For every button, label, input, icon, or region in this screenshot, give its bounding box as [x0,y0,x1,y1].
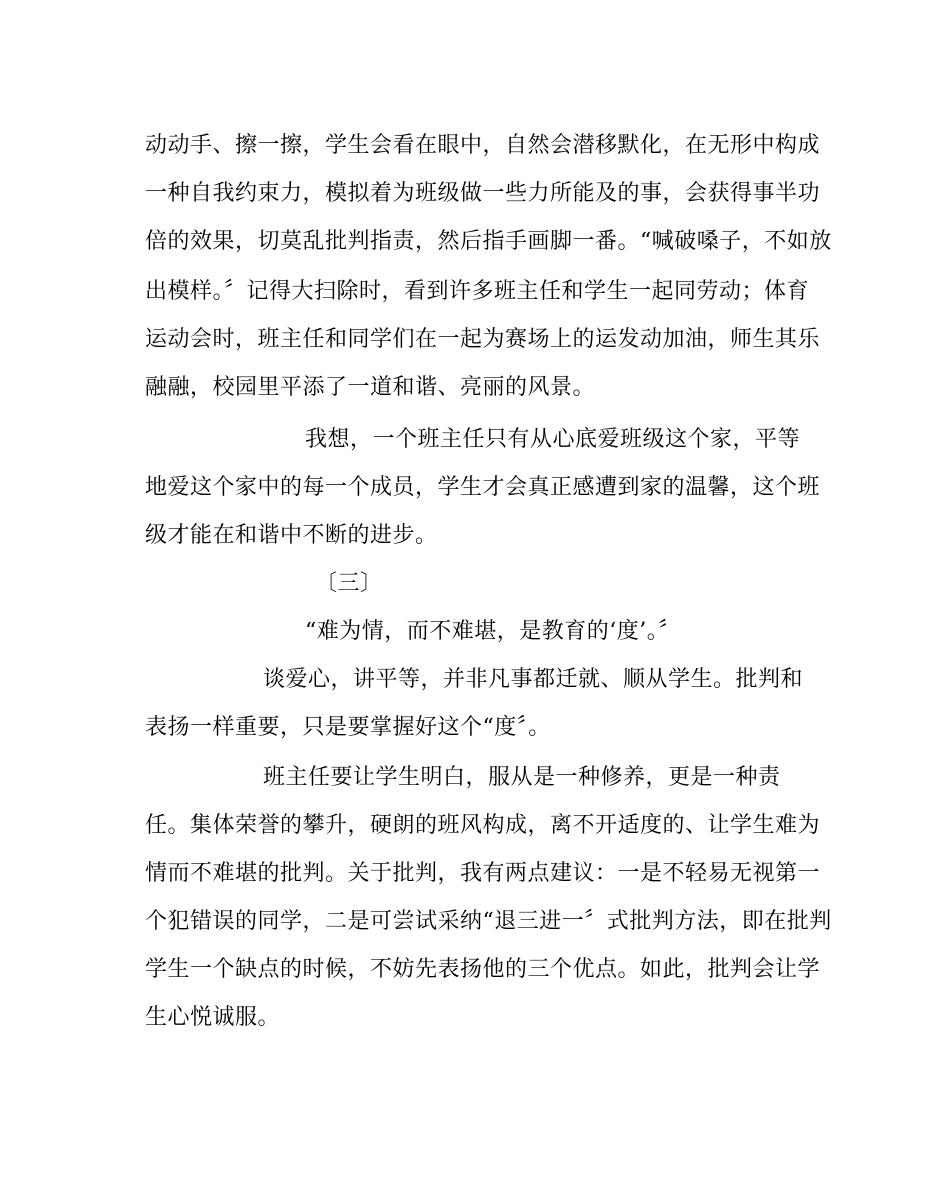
text-line: 表扬一样重要，只是要掌握好这个“度〞。 [145,715,551,740]
text-line: 地爱这个家中的每一个成员，学生才会真正感遭到家的温馨，这个班 [145,475,821,500]
section-quote: “难为情，而不难堪，是教育的‘度’。〞 [305,619,681,644]
text-line: 生心悦诚服。 [145,1005,281,1030]
section-number: 〔三〕 [315,571,383,596]
text-line: 倍的效果，切莫乱批判指责，然后指手画脚一番。“喊破嗓子，不如放 [145,229,832,254]
text-line: 出模样。〞记得大扫除时，看到许多班主任和学生一起同劳动；体育 [145,279,810,304]
text-line: 动动手、擦一擦，学生会看在眼中，自然会潜移默化，在无形中构成 [145,133,821,158]
text-line: 运动会时，班主任和同学们在一起为赛场上的运发动加油，师生其乐 [145,327,821,352]
text-line: 任。集体荣誉的攀升，硬朗的班风构成，离不开适度的、让学生难为 [145,813,821,838]
text-line: 情而不难堪的批判。关于批判，我有两点建议：一是不轻易无视第一 [145,861,821,886]
text-line: 一种自我约束力，模拟着为班级做一些力所能及的事，会获得事半功 [145,181,821,206]
paragraph-start-line: 我想，一个班主任只有从心底爱班级这个家，平等 [305,427,801,452]
paragraph-start-line: 谈爱心，讲平等，并非凡事都迁就、顺从学生。批判和 [263,667,804,692]
text-line: 级才能在和谐中不断的进步。 [145,523,438,548]
text-line: 融融，校园里平添了一道和谐、亮丽的风景。 [145,375,596,400]
text-line: 个犯错误的同学，二是可尝试采纳“退三进一〞式批判方法，即在批判 [145,909,832,934]
paragraph-start-line: 班主任要让学生明白，服从是一种修养，更是一种责 [263,765,781,790]
text-line: 学生一个缺点的时候，不妨先表扬他的三个优点。如此，批判会让学 [145,957,821,982]
